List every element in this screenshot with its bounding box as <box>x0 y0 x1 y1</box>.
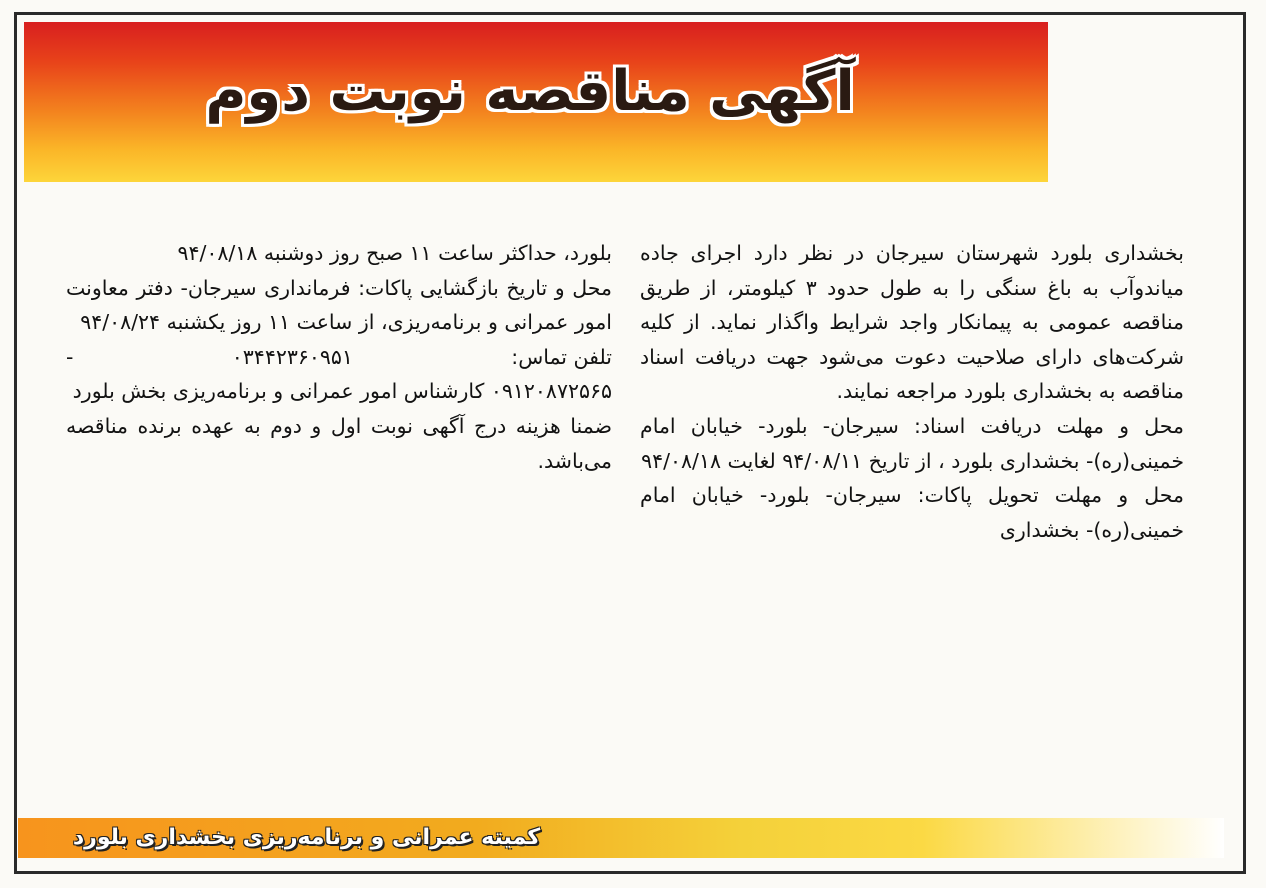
envelope-delivery-paragraph: محل و مهلت تحویل پاکات: سیرجان- بلورد- خیابان امام خمینی(ره)- بخشداری <box>640 483 1184 542</box>
deadline-paragraph: بلورد، حداکثر ساعت ۱۱ صبح روز دوشنبه ۹۴/۰۸/۱۸ <box>177 241 612 265</box>
document-receipt-paragraph: محل و مهلت دریافت اسناد: سیرجان- بلورد- خیابان امام خمینی(ره)- بخشداری بلورد ، از تاریخ ۹۴/۰۸/۱۱ لغایت ۹۴/۰۸/۱۸ <box>640 413 1184 473</box>
cost-paragraph: ضمنا هزینه درج آگهی نوبت اول و دوم به عهده برنده مناقصه می‌باشد. <box>66 413 612 473</box>
footer-signature: کمیته عمرانی و برنامه‌ریزی بخشداری بلورد <box>72 825 540 850</box>
phone-label: تلفن تماس: <box>511 344 612 369</box>
contact-paragraph: ۰۹۱۲۰۸۷۲۵۶۵ کارشناس امور عمرانی و برنامه‌ریزی بخش بلورد <box>72 379 612 404</box>
phone-number: ۰۳۴۴۲۳۶۰۹۵۱ <box>231 344 353 369</box>
phone-line <box>66 340 612 375</box>
phone-dash: - <box>66 344 74 369</box>
right-text-column <box>640 236 1184 547</box>
intro-paragraph: بخشداری بلورد شهرستان سیرجان در نظر دارد اجرای جاده میاندوآب به باغ سنگی را به طول حدود ۳ کیلومتر، از طریق مناقصه عمومی به پیمانکار واجد شرایط واگذار نماید. از کلیه شرکت‌های دارای صلاحیت دعوت می‌شود جهت دریافت اسناد مناقصه به بخشداری بلورد مراجعه نمایند. <box>640 241 1184 404</box>
opening-paragraph: محل و تاریخ بازگشایی پاکات: فرمانداری سیرجان- دفتر معاونت امور عمرانی و برنامه‌ریزی، از ساعت ۱۱ روز یکشنبه ۹۴/۰۸/۲۴ <box>66 275 612 335</box>
notice-title: آگهی مناقصه نوبت دوم <box>205 59 855 124</box>
left-text-column <box>66 236 612 478</box>
